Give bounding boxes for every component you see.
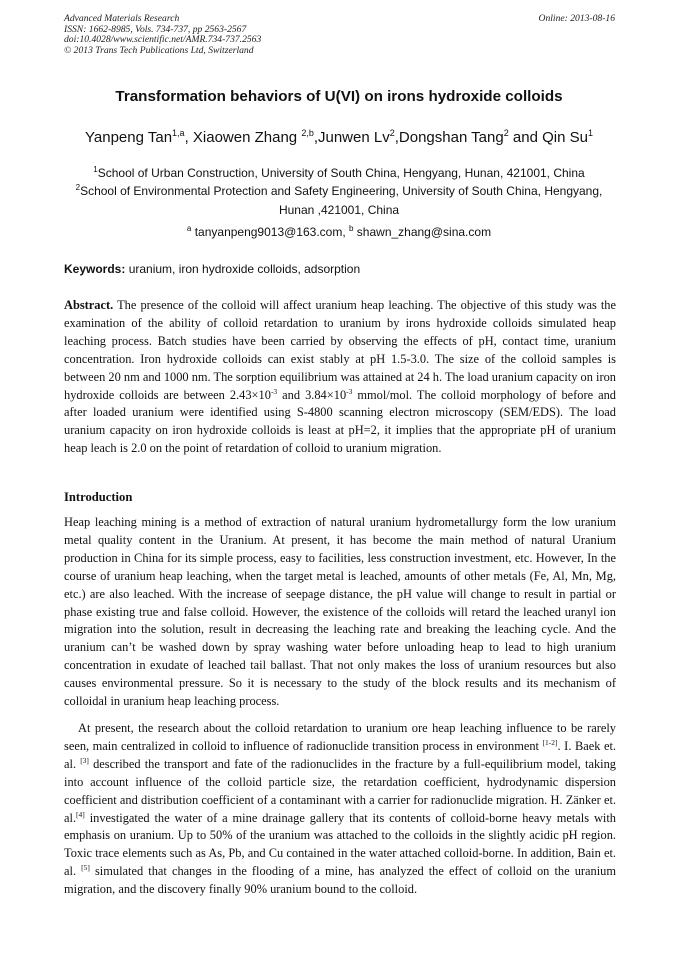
intro-paragraph-1: Heap leaching mining is a method of extraction of natural uranium hydrometallurgy form the low uranium metal quality content in the Uranium. At present, it has become the main method of natural Uranium production in China for its simple process, easy to facilities, less construction investment, etc. However, In the course of uranium heap leaching, when the target metal is leached, amounts of other metals (Fe, Al, Mn, Mg, etc.) are also leached. With the increase of seepage distance, the pH value will change to result in partial or phase existing true and false colloid. However, the existence of the colloids will retard the leached uranyl ion migration into the solution, result in decreasing the leaching rate and breaking the leaching cycle. And the uranium can’t be washed down by spray washing water before unloading heap to lead to high uranium concentration in exudate of leached tail ballast. That not only makes the loss of uranium resources but also causes environmental pressure. So it is necessary to the study of the block results and its mechanism of colloidal in uranium heap leaching process. [64,515,616,709]
author-superscript: 1,a [172,128,185,138]
author-superscript: 2 [389,128,395,138]
author-name: Yanpeng Tan [85,129,173,146]
doi-line[interactable]: doi:10.4028/www.scientific.net/AMR.734-737.2563 [64,34,262,46]
email-link[interactable]: tanyanpeng9013@163.com, [191,225,350,239]
journal-name: Advanced Materials Research [64,13,180,24]
abstract-text: mmol/mol. The colloid morphology of before and after loaded uranium were identified using S-4800 scanning electron microscopy (SEM/EDS). The load uranium capacity on iron hydroxide colloids is least at pH=2, it implies that the appropriate pH of uranium heap leach is 2.0 on the point of retardation of colloid to uranium migration. [64,387,616,456]
copyright-line: © 2013 Trans Tech Publications Ltd, Switzerland [64,44,254,56]
affiliation-marker: 1 [93,165,98,174]
keywords [64,262,616,276]
author-name: , Xiaowen Zhang [184,129,302,146]
exponent: -3 [270,386,278,396]
author-superscript: 2,b [301,128,314,138]
exponent: -3 [346,386,353,396]
issn-line: ISSN: 1662-8985, Vols. 734-737, pp 2563-2567 [64,23,247,35]
section-heading-introduction: Introduction [64,490,133,504]
author-list [0,129,678,146]
affiliation-text: School of Urban Construction, University of South China, Hengyang, Hunan, 421001, China [97,166,585,180]
affiliation-marker: 2 [75,183,81,192]
email-marker: a [186,224,192,233]
affiliation-text: School of Environmental Protection and Safety Engineering, University of South China, Hengyang, Hunan ,421001, China [80,184,603,217]
author-emails [0,225,678,239]
journal-header [64,14,261,56]
abstract-text: The presence of the colloid will affect uranium heap leaching. The objective of this study was the examination of the ability of colloid retardation to uranium by irons hydroxide colloids simulated heap leaching process. Batch studies have been carried by observing the effects of pH, contact time, uranium concentration. Iron hydroxide colloids can exist stably at pH 1.5-3.0. The size of the colloid samples is between 20 nm and 1000 nm. The sorption equilibrium was attained at 24 h. The load uranium capacity on iron hydroxide colloids are between 2.43×10 [64,298,616,402]
abstract-label: Abstract. [64,298,114,312]
abstract-text: and 3.84×10 [277,387,347,402]
citation-ref[interactable]: [4] [76,809,85,819]
keywords-text: uranium, iron hydroxide colloids, adsorption [125,262,361,276]
intro-text: At present, the research about the colloid retardation to uranium ore heap leaching influence to be rarely seen, main centralized in colloid to influence of radionuclide transition process in environment [64,721,616,753]
author-name: and Qin Su [508,129,588,146]
author-name: ,Dongshan Tang [394,129,504,146]
intro-text: . I. Baek et. al. [64,738,616,771]
citation-ref[interactable]: [3] [80,755,89,765]
intro-text: simulated that changes in the flooding of a mine, has analyzed the effect of colloid on the uranium migration, and the discovery finally 90% uranium bound to the colloid. [64,864,616,897]
author-name: ,Junwen Lv [313,129,390,146]
intro-text: investigated the water of a mine drainage gallery that its contents of colloid-borne heavy metals with emphasis on uranium. Up to 50% of the uranium was attached to the colloids in the slightly acidic pH region. Toxic trace elements such as As, Pb, and Cu contained in the water attached colloid-borne. In addition, Bain et. al. [64,810,616,879]
affiliation-2 [60,182,618,220]
author-superscript: 2 [503,128,509,138]
email-marker: b [349,224,354,233]
online-date: Online: 2013-08-16 [538,13,615,24]
author-superscript: 1 [587,128,593,138]
citation-ref[interactable]: [5] [81,863,90,873]
keywords-label: Keywords: [64,262,126,276]
intro-text: described the transport and fate of the radionuclides in the fracture by a full-equilibrium model, taking into account influence of the colloid particle size, the retardation coefficient, hydrodynamic dispersion coefficient and distribution coefficient of a contaminant with a carrier for radionuclide migration. H. Zänker et. al. [64,756,616,825]
email-link[interactable]: shawn_zhang@sina.com [353,225,492,239]
paper-title: Transformation behaviors of U(VI) on irons hydroxide colloids [115,88,563,105]
intro-paragraph-2 [64,720,616,899]
citation-ref[interactable]: [1-2] [542,737,558,747]
affiliation-1 [60,164,618,183]
abstract [64,297,616,458]
